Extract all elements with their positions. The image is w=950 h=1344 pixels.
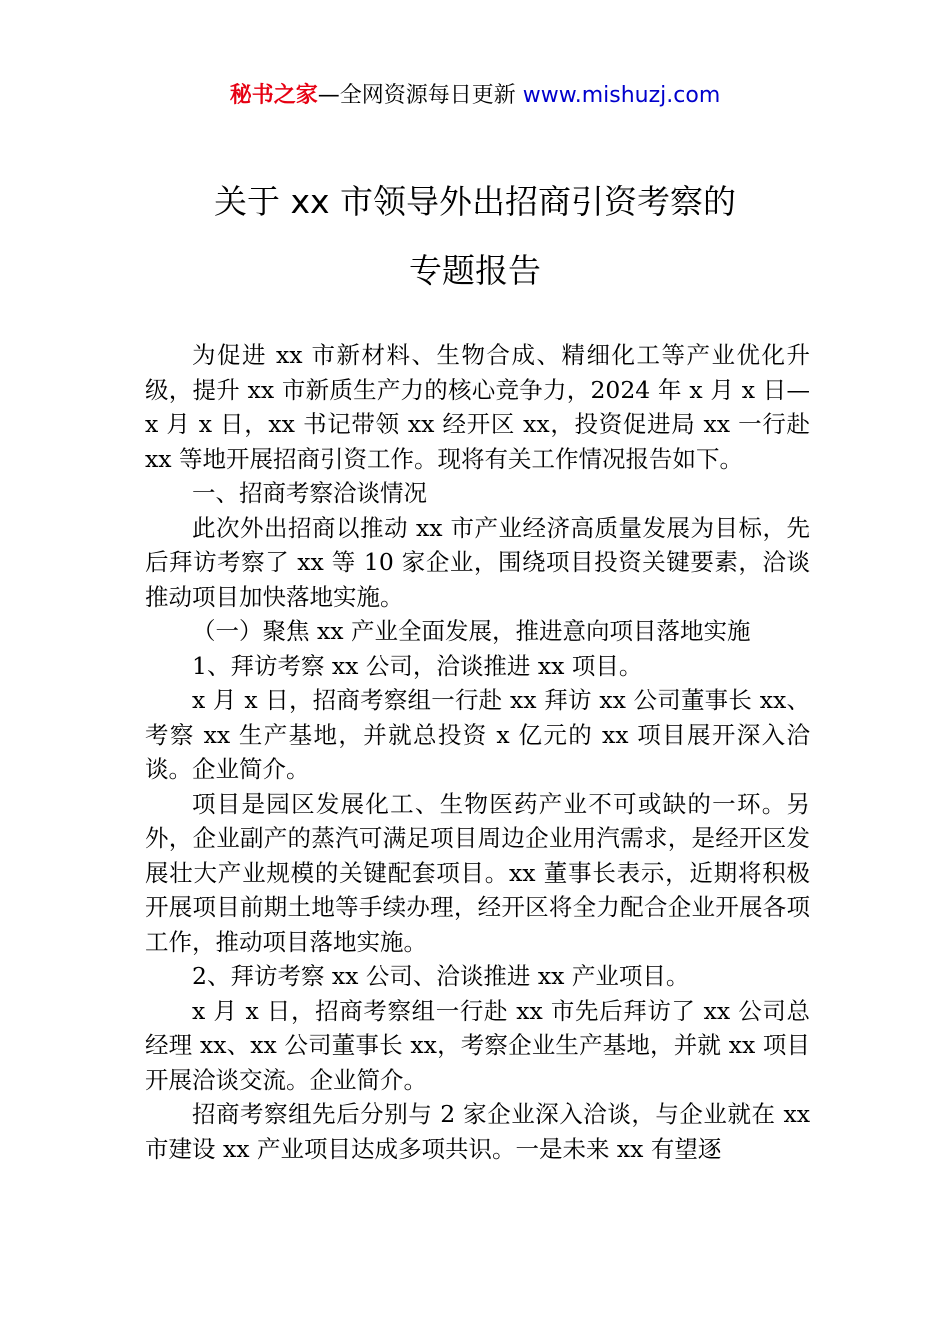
- header-url-link[interactable]: www.mishuzj.com: [522, 83, 721, 108]
- item-heading-1: 1、拜访考察 xx 公司，洽谈推进 xx 项目。: [192, 651, 643, 680]
- item-heading-2: 2、拜访考察 xx 公司、洽谈推进 xx 产业项目。: [192, 962, 690, 990]
- document-body: [145, 338, 810, 1166]
- brand-name: 秘书之家: [229, 83, 318, 108]
- paragraph: x 月 x 日，招商考察组一行赴 xx 市先后拜访了 xx 公司总经理 xx、xx 公司董事长 xx，考察企业生产基地，并就 xx 项目开展洽谈交流。企业简介。: [145, 996, 810, 1094]
- paragraph: x 月 x 日，招商考察组一行赴 xx 拜访 xx 公司董事长 xx、考察 xx 生产基地，并就总投资 x 亿元的 xx 项目展开深入洽谈。企业简介。: [145, 686, 810, 783]
- section-heading-1: 一、招商考察洽谈情况: [192, 479, 427, 507]
- paragraph: 招商考察组先后分别与 2 家企业深入洽谈，与企业就在 xx 市建设 xx 产业项目达成多项共识。一是未来 xx 有望逐: [145, 1100, 810, 1163]
- document-title-line-1: 关于 xx 市领导外出招商引资考察的: [213, 182, 737, 221]
- subsection-heading-1: （一）聚焦 xx 产业全面发展，推进意向项目落地实施: [192, 617, 751, 645]
- paragraph: 此次外出招商以推动 xx 市产业经济高质量发展为目标，先后拜访考察了 xx 等 10 家企业，围绕项目投资关键要素，洽谈推动项目加快落地实施。: [145, 513, 810, 611]
- header-tagline: —全网资源每日更新: [317, 83, 523, 108]
- paragraph-intro: 为促进 xx 市新材料、生物合成、精细化工等产业优化升级，提升 xx 市新质生产力的核心竞争力，2024 年 x 月 x 日—x 月 x 日，xx 书记带领 xx 经开区 xx，投资促进局 xx 一行赴 xx 等地开展招商引资工作。现将有关工作情况报告如下。: [145, 341, 810, 473]
- paragraph: 项目是园区发展化工、生物医药产业不可或缺的一环。另外，企业副产的蒸汽可满足项目周边企业用汽需求，是经开区发展壮大产业规模的关键配套项目。xx 董事长表示，近期将积极开展项目前期土地等手续办理，经开区将全力配合企业开展各项工作，推动项目落地实施。: [145, 789, 810, 956]
- site-header: [0, 80, 950, 112]
- document-title-line-2: 专题报告: [409, 251, 541, 290]
